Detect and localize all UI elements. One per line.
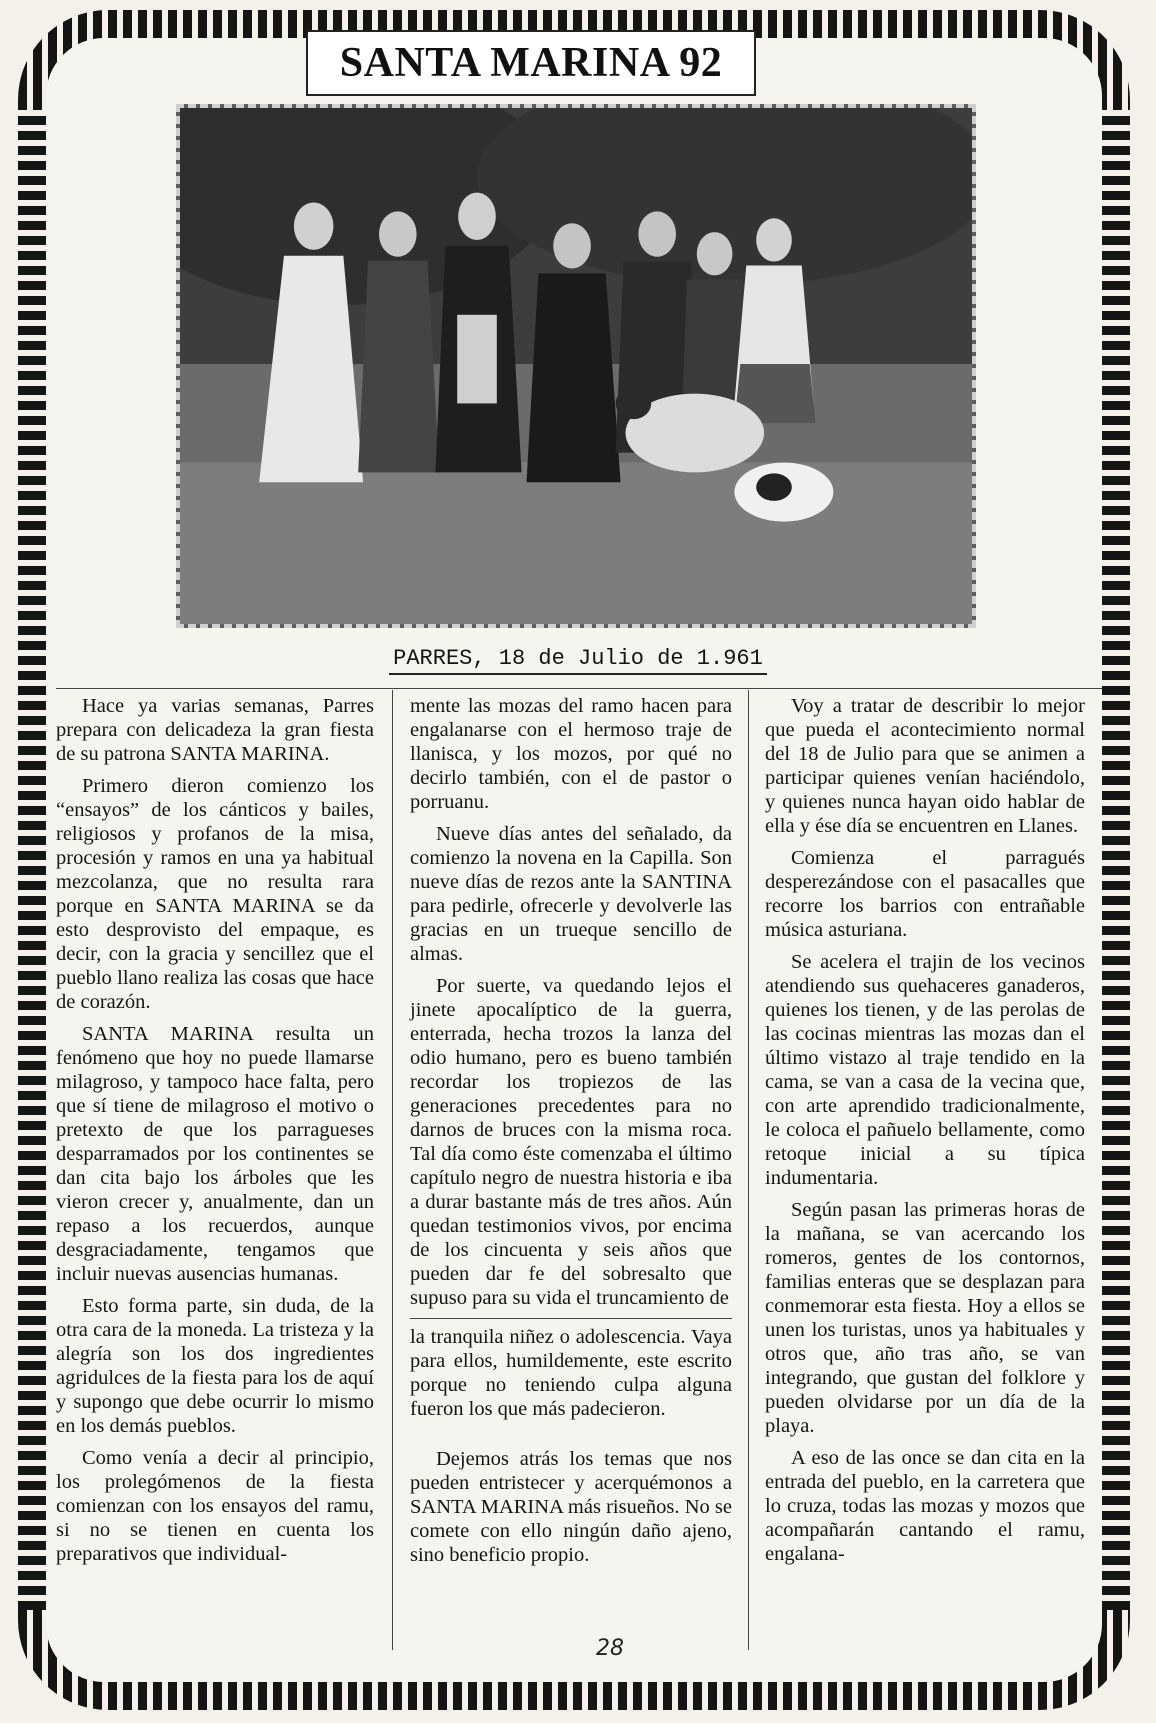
paragraph: Primero dieron comienzo los “ensayos” de los cánticos y bailes, religiosos y profanos de la misa, procesión y ramos en una ya habitual mezcolanza, que no resulta rara porque en SANTA MARINA se da esto desprovisto del empaque, es decir, con la gracia y sencillez que el pueblo llano realiza las cosas que hace de corazón. (56, 775, 374, 1013)
paragraph: Hace ya varias semanas, Parres prepara con delicadeza la gran fiesta de su patrona SANTA MARINA. (56, 695, 374, 765)
paragraph: SANTA MARINA resulta un fenómeno que hoy no puede llamarse milagroso, y tampoco hace falta, pero que sí tiene de milagroso el motivo o pretexto de que los parragueses desparramados por los continentes se dan cita bajo los árboles que les vieron crecer y, anualmente, dan un repaso a los recuerdos, aunque desgraciadamente, tengamos que incluir nuevas ausencias humanas. (56, 1023, 374, 1285)
page-title: SANTA MARINA 92 (339, 40, 723, 86)
photo-caption: PARRES, 18 de Julio de 1.961 (389, 646, 767, 675)
handwritten-page-number: 28 (596, 1636, 624, 1661)
paragraph: Se acelera el trajin de los vecinos atendiendo sus quehaceres ganaderos, quienes los tienen, y de las perolas de las cocinas mientras las mozas dan el último vistazo al traje tendido en la cama, se van a casa de la vecina que, con arte aprendido tradicionalmente, le coloca el pañuelo bellamente, como retoque inicial a su típica indumentaria. (765, 951, 1085, 1189)
column-rule-top (56, 688, 1102, 689)
title-box (306, 30, 756, 96)
group-photograph (176, 104, 976, 628)
column-divider-left (392, 690, 393, 1650)
paragraph: Nueve días antes del señalado, da comienzo la novena en la Capilla. Son nueve días de rezos ante la SANTINA para pedirle, ofrecerle y devolverle las gracias en un trueque sencillo de almas. (410, 823, 732, 965)
column-2-split-rule (410, 1318, 732, 1319)
paragraph: A eso de las once se dan cita en la entrada del pueblo, en la carretera que lo cruza, todas las mozas y mozos que acompañarán cantando el ramu, engalana- (765, 1447, 1085, 1565)
column-divider-right (748, 690, 749, 1650)
article-column-2 (410, 694, 732, 1654)
photo-caption-wrapper (0, 646, 1156, 671)
article-column-3 (765, 694, 1085, 1654)
paragraph: la tranquila niñez o adolescencia. Vaya para ellos, humildemente, este escrito porque no teniendo culpa alguna fueron los que más padecieron. (410, 1326, 732, 1420)
photo-illustration (180, 108, 972, 624)
paragraph: Según pasan las primeras horas de la mañana, se van acercando los romeros, gentes de los contornos, familias enteras que se desplazan para conmemorar esta fiesta. Hoy a ellos se unen los turistas, unos ya habituales y otros que, año tras año, se van integrando, que gustan del folklore y pueden olvidarse por un día de la playa. (765, 1199, 1085, 1437)
paragraph: Comienza el parragués desperezándose con el pasacalles que recorre los barrios con entrañable música asturiana. (765, 847, 1085, 941)
paragraph: Como venía a decir al principio, los prolegómenos de la fiesta comienzan con los ensayos del ramu, si no se tienen en cuenta los preparativos que individual- (56, 1447, 374, 1565)
paragraph: Dejemos atrás los temas que nos pueden entristecer y acerquémonos a SANTA MARINA más risueños. No se comete con ello ningún daño ajeno, sino beneficio propio. (410, 1448, 732, 1566)
paragraph: Voy a tratar de describir lo mejor que pueda el acontecimiento normal del 18 de Julio para que se animen a participar quienes venían haciéndolo, y quienes nunca hayan oido hablar de ella y ése día se encuentren en Llanes. (765, 695, 1085, 837)
paragraph: mente las mozas del ramo hacen para engalanarse con el hermoso traje de llanisca, y los mozos, por qué no decirlo también, con el de pastor o porruanu. (410, 695, 732, 813)
article-column-1 (56, 694, 374, 1654)
paragraph: Por suerte, va quedando lejos el jinete apocalíptico de la guerra, enterrada, hecha trozos la lanza del odio humano, pero es bueno también recordar los tropiezos de las generaciones precedentes para no darnos de bruces con la misma roca. Tal día como éste comenzaba el último capítulo negro de nuestra historia e iba a durar bastante más de tres años. Aún quedan testimonios vivos, por encima de los cincuenta y seis años que pueden dar fe del sobresalto que supuso para su vida el truncamiento de (410, 975, 732, 1309)
paragraph: Esto forma parte, sin duda, de la otra cara de la moneda. La tristeza y la alegría son los dos ingredientes agridulces de la fiesta para los de aquí y supongo que debe ocurrir lo mismo en los demás pueblos. (56, 1295, 374, 1437)
